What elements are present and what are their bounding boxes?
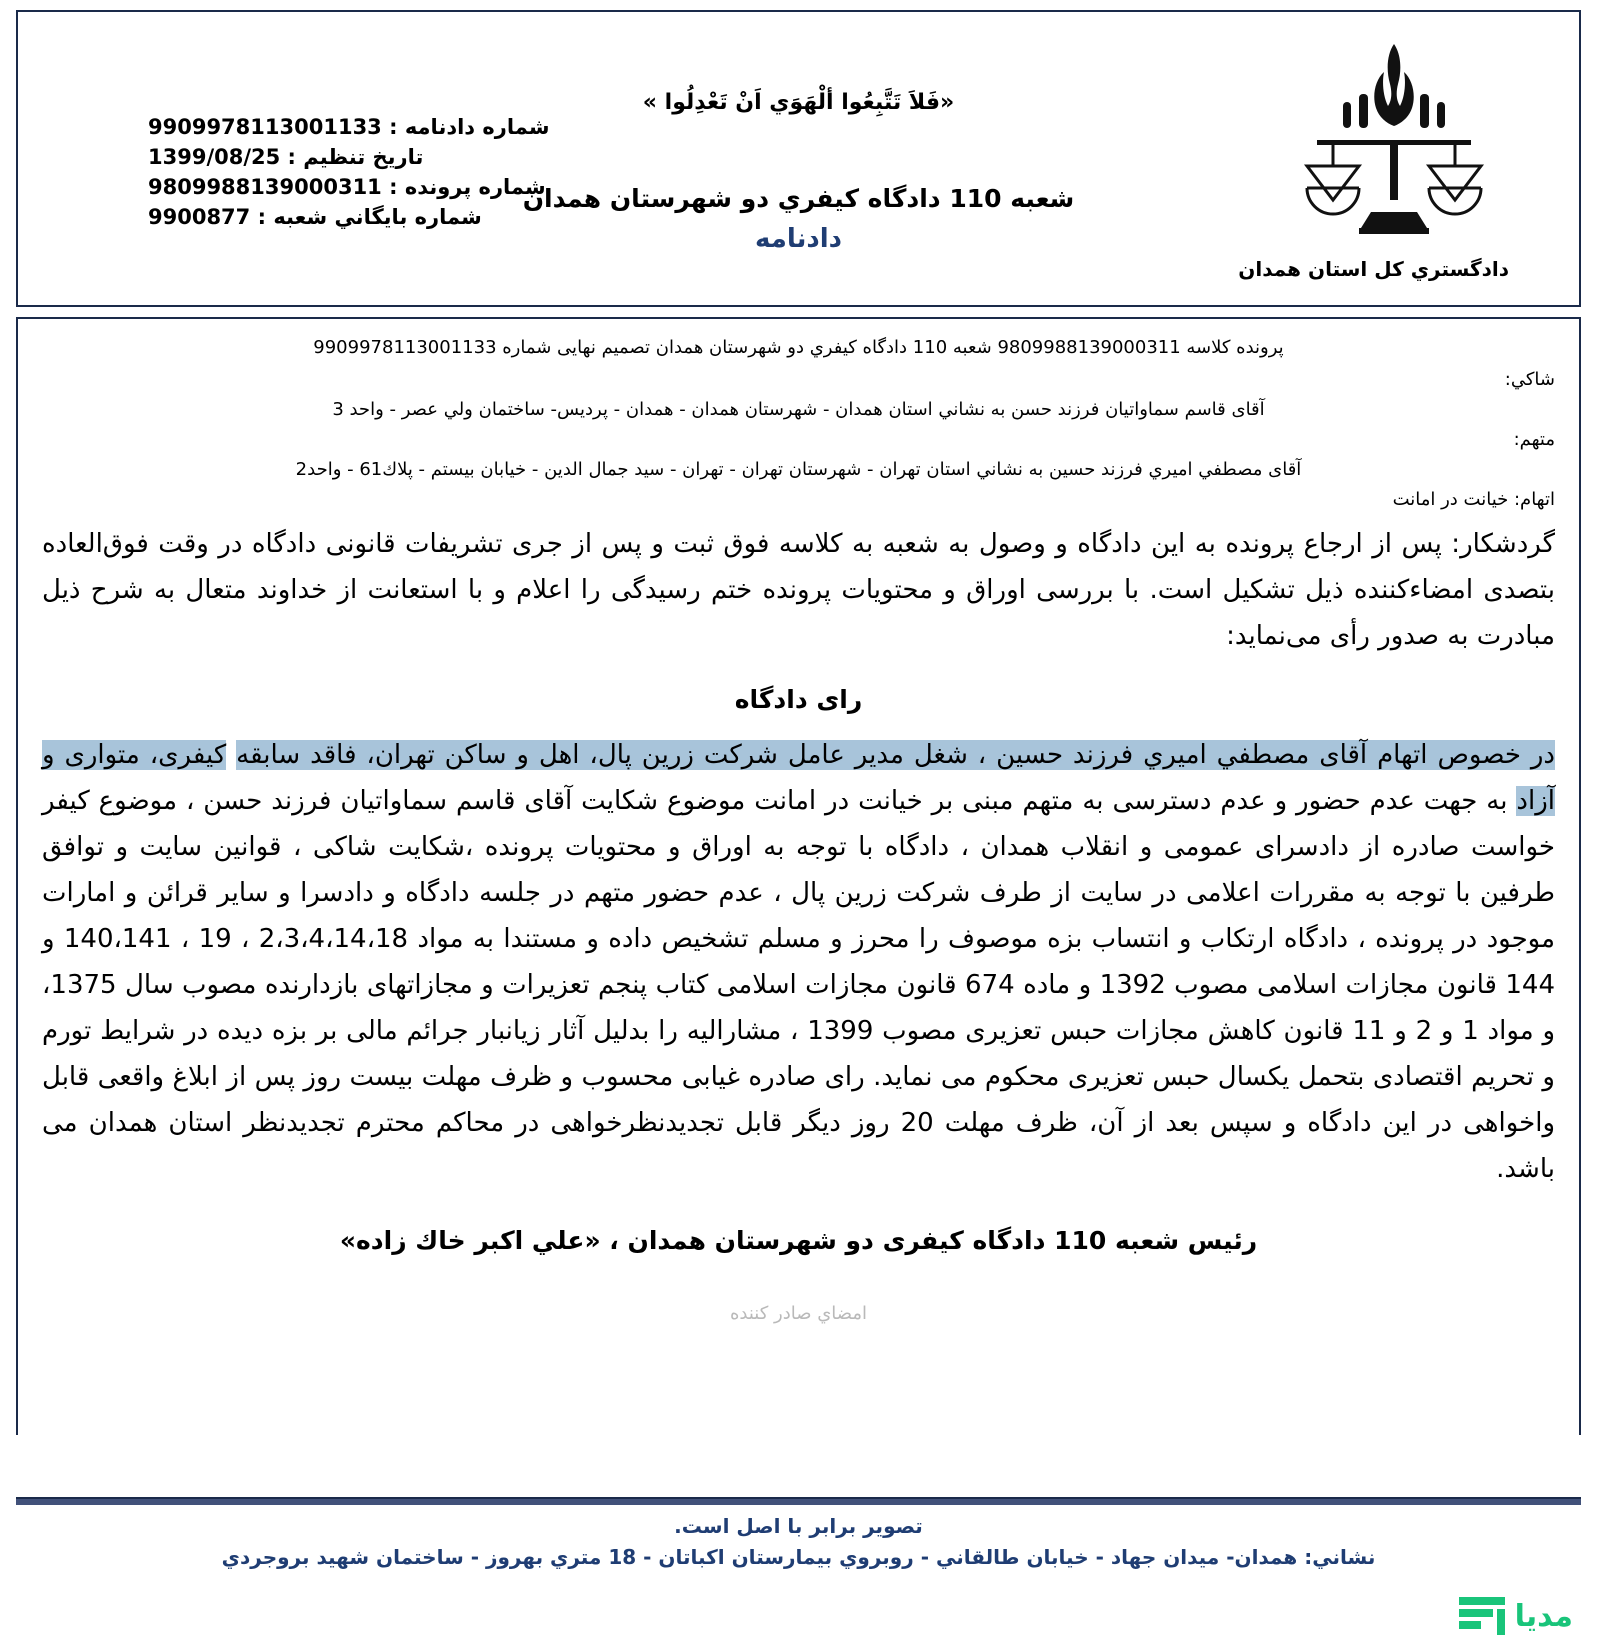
meta-case-number: شماره پرونده : 9809988139000311 xyxy=(148,175,546,199)
court-address: نشاني: همدان- ميدان جهاد - خيابان طالقاني - روبروي بيمارستان اكباتان - 18 متري بهروز - ساختمان شهيد بروجردي xyxy=(221,1545,1376,1569)
watermark xyxy=(1457,1593,1573,1639)
page-title: دادنامه xyxy=(755,224,842,254)
ruling-highlight-secondary: کیفری، متواری و آزاد xyxy=(42,740,1555,816)
iran-judiciary-emblem-icon xyxy=(1299,36,1489,251)
defendant-value: آقای مصطفي اميري فرزند حسين به نشاني استان تهران - شهرستان تهران - تهران - سيد جمال الدين - خيابان بيستم - پلاك61 - واحد2 xyxy=(295,459,1302,480)
ruling-paragraph xyxy=(42,732,1555,1192)
plaintiff-label: شاكي: xyxy=(1504,369,1555,390)
emblem-caption: دادگستري كل استان همدان xyxy=(1238,257,1509,281)
signer-note: امضاي صادر كننده xyxy=(729,1303,868,1324)
court-branch-title: شعبه 110 دادگاه كيفري دو شهرستان همدان xyxy=(522,184,1075,213)
charge-line: اتهام: خيانت در امانت xyxy=(1392,489,1555,510)
document-meta-block xyxy=(148,112,550,232)
judge-signature-line: رئیس شعبه 110 دادگاه کيفری دو شهرستان همدان ، «علي اكبر خاك زاده» xyxy=(339,1226,1258,1255)
meta-archive-number: شماره بايگاني شعبه : 9900877 xyxy=(148,205,482,229)
emblem-block xyxy=(1238,36,1509,281)
gardeshkar-paragraph: گردشکار: پس از ارجاع پرونده به این دادگاه و وصول به شعبه به كلاسه فوق ثبت و پس از جری تشریفات قانونی دادگاه در وقت فوق‌العاده بتصدی امضاءکننده ذیل تشکیل است. با بررسی اوراق و محتویات پرونده ختم رسیدگی را اعلام و با استعانت از خداوند متعال به شرح ذیل مبادرت به صدور رأی می‌نمايد: xyxy=(42,529,1555,651)
certified-copy-note: تصوير برابر با اصل است. xyxy=(674,1514,923,1538)
meta-issue-date: تاريخ تنظيم : 1399/08/25 xyxy=(148,145,424,169)
document-footer xyxy=(16,1511,1581,1573)
meta-verdict-number: شماره دادنامه : 9909978113001133 xyxy=(148,115,550,139)
document-body xyxy=(16,317,1581,1435)
ruling-body-text: به جهت عدم حضور و عدم دسترسی به متهم مبنی بر خیانت در امانت موضوع شکایت آقای قاسم سماواتيان فرزند حسن ، موضوع کیفر خواست صادره از دادسرای عمومی و انقلاب همدان ، دادگاه با توجه به اوراق و محتویات پرونده ،شکایت شاکی ، قوانین سایت و توافق طرفین با توجه به مقررات اعلامی در سایت از طرف شرکت زرین پال ، عدم حضور متهم در جلسه دادگاه و دادسرا و سایر قرائن و امارات موجود در پرونده ، دادگاه ارتکاب و انتساب بزه موصوف را محرز و مسلم تشخیص داده و مستندا به مواد 2،3،4،14،18 ، 19 ، 140،141 و 144 قانون مجازات اسلامی مصوب 1392 و ماده 674 قانون مجازات اسلامی كتاب پنجم تعزیرات و مجازاتهای بازدارنده مصوب سال 1375، و مواد 1 و 2 و 11 قانون کاهش مجازات حبس تعزیری مصوب 1399 ، مشاراليه را بدلیل آثار زیانبار جرائم مالی بر بزه دیده در شرایط تورم و تحریم اقتصادی بتحمل یکسال حبس تعزیری محکوم می نماید. رای صادره غیابی محسوب و ظرف مهلت بیست روز پس از ابلاغ واقعی قابل واخواهی در این دادگاه و سپس بعد از آن، ظرف مهلت 20 روز دیگر قابل تجدیدنظرخواهی در محاکم محترم تجدیدنظر استان همدان می باشد. xyxy=(42,786,1556,1184)
ruling-heading: رای دادگاه xyxy=(734,685,863,714)
document-header xyxy=(16,10,1581,307)
defendant-label: متهم: xyxy=(1513,429,1555,450)
media-logo-icon xyxy=(1457,1593,1509,1639)
plaintiff-value: آقای قاسم سماواتيان فرزند حسن به نشاني استان همدان - شهرستان همدان - همدان - پرديس- ساختمان ولي عصر - واحد 3 xyxy=(332,399,1265,420)
footer-divider xyxy=(16,1497,1581,1505)
case-summary: پرونده كلاسه 9809988139000311 شعبه 110 دادگاه كيفري دو شهرستان همدان تصميم نهايی شماره 9909978113001133 xyxy=(313,337,1284,358)
quranic-verse: «فَلاَ تَتَّبِعُوا ألْهَوَي اَنْ تَعْدِلُوا » xyxy=(642,90,955,115)
watermark-label: مدیا xyxy=(1514,1598,1573,1634)
ruling-highlight-primary: در خصوص اتهام آقای مصطفي اميري فرزند حسين ، شغل مدير عامل شركت زرين پال، اهل و ساكن تهران، فاقد سابقه xyxy=(236,740,1555,770)
